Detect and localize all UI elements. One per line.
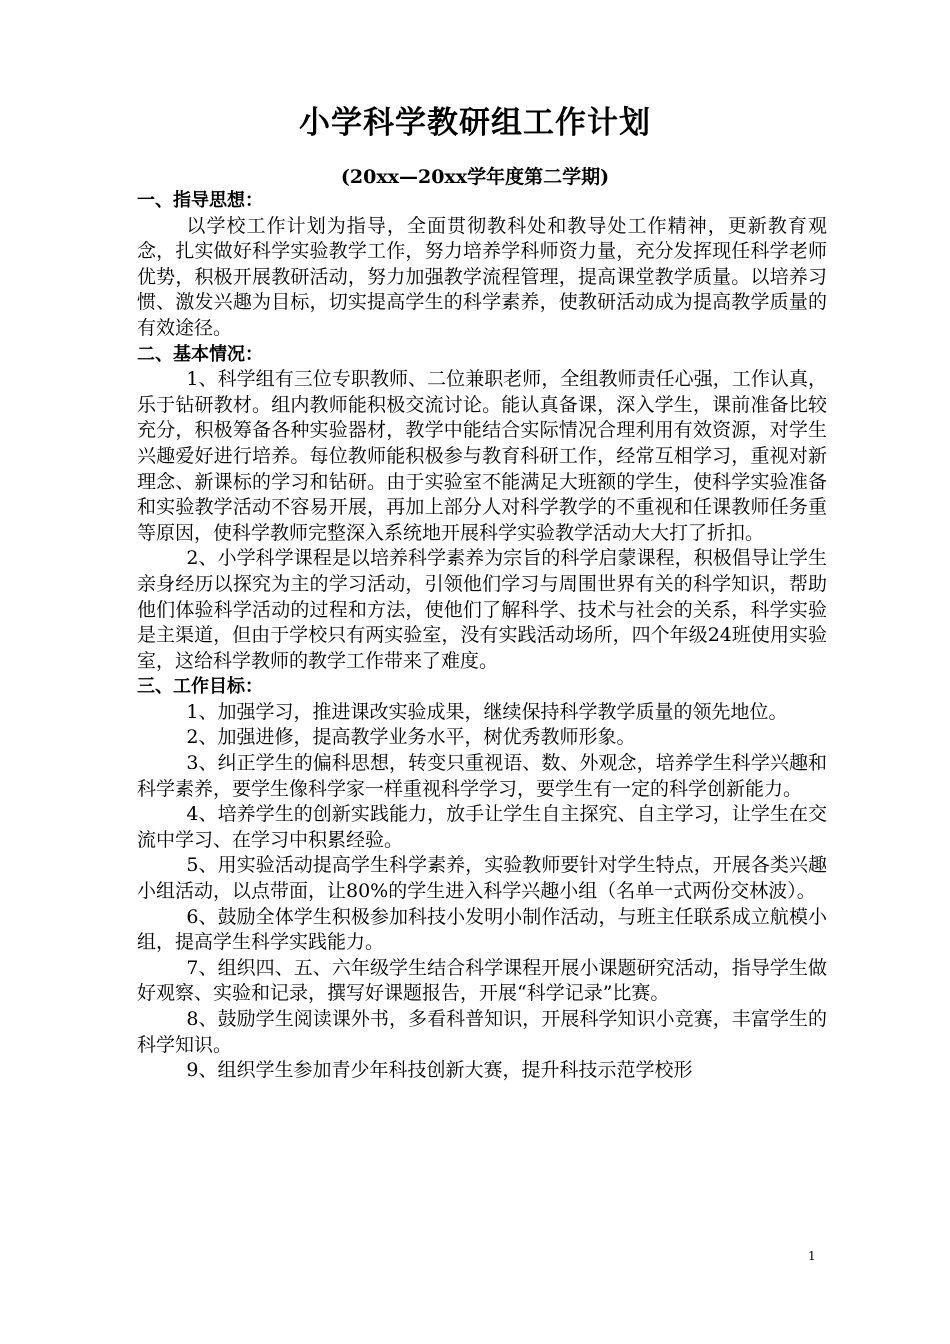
paragraph: 7、组织四、五、六年级学生结合科学课程开展小课题研究活动，指导学生做好观察、实验和记录，撰写好课题报告，开展“科学记录”比赛。 <box>137 956 827 1005</box>
section-work-goals <box>137 674 827 1084</box>
paragraph: 2、加强进修，提高教学业务水平，树优秀教师形象。 <box>186 726 636 749</box>
page-number: 1 <box>808 1249 816 1263</box>
section-heading: 一、指导思想： <box>137 190 263 211</box>
paragraph: 6、鼓励全体学生积极参加科技小发明小制作活动，与班主任联系成立航模小组，提高学生科学实践能力。 <box>137 905 827 954</box>
paragraph: 2、小学科学课程是以培养科学素养为宗旨的科学启蒙课程，积极倡导让学生亲身经历以探究为主的学习活动，引领他们学习与周围世界有关的科学知识，帮助他们体验科学活动的过程和方法，使他们了解科学、技术与社会的关系，科学实验是主渠道，但由于学校只有两实验室，没有实践活动场所，四个年级24班使用实验室，这给科学教师的教学工作带来了难度。 <box>137 547 827 672</box>
paragraph: 3、纠正学生的偏科思想，转变只重视语、数、外观念，培养学生科学兴趣和科学素养，要学生像科学家一样重视科学学习，要学生有一定的科学创新能力。 <box>137 752 827 800</box>
paragraph: 1、加强学习，推进课改实验成果，继续保持科学教学质量的领先地位。 <box>186 700 788 723</box>
paragraph: 5、用实验活动提高学生科学素养，实验教师要针对学生特点，开展各类兴趣小组活动，以点带面，让80%的学生进入科学兴趣小组（名单一式两份交林波）。 <box>137 854 827 903</box>
paragraph: 1、科学组有三位专职教师、二位兼职老师，全组教师责任心强，工作认真，乐于钻研教材。组内教师能积极交流讨论。能认真备课，深入学生，课前准备比较充分，积极筹备各种实验器材，教学中能结合实际情况合理利用有效资源，对学生兴趣爱好进行培养。每位教师能积极参与教育科研工作，经常互相学习，重视对新理念、新课标的学习和钻研。由于实验室不能满足大班额的学生，使科学实验准备和实验教学活动不容易开展，再加上部分人对科学教学的不重视和任课教师任务重等原因，使科学教师完整深入系统地开展科学实验教学活动大大打了折扣。 <box>137 368 827 544</box>
document-title: 小学科学教研组工作计划 <box>299 105 651 141</box>
document-body <box>137 188 827 1084</box>
paragraph: 以学校工作计划为指导，全面贯彻教科处和教导处工作精神，更新教育观念，扎实做好科学实验教学工作，努力培养学科师资力量，充分发挥现任科学老师优势，积极开展教研活动，努力加强教学流程管理，提高课堂教学质量。以培养习惯、激发兴趣为目标，切实提高学生的科学素养，使教研活动成为提高教学质量的有效途径。 <box>137 214 827 339</box>
section-heading: 三、工作目标： <box>137 676 263 698</box>
paragraph: 8、鼓励学生阅读课外书，多看科普知识，开展科学知识小竞赛，丰富学生的科学知识。 <box>137 1008 827 1056</box>
section-guiding-ideology <box>137 188 827 342</box>
document-subtitle: (20xx—20xx学年度第二学期) <box>340 166 610 188</box>
section-basic-situation <box>137 342 827 675</box>
paragraph: 4、培养学生的创新实践能力，放手让学生自主探究、自主学习，让学生在交流中学习、在学习中积累经验。 <box>137 803 827 851</box>
section-heading: 二、基本情况： <box>137 343 263 365</box>
paragraph: 9、组织学生参加青少年科技创新大赛，提升科技示范学校形 <box>186 1059 693 1082</box>
